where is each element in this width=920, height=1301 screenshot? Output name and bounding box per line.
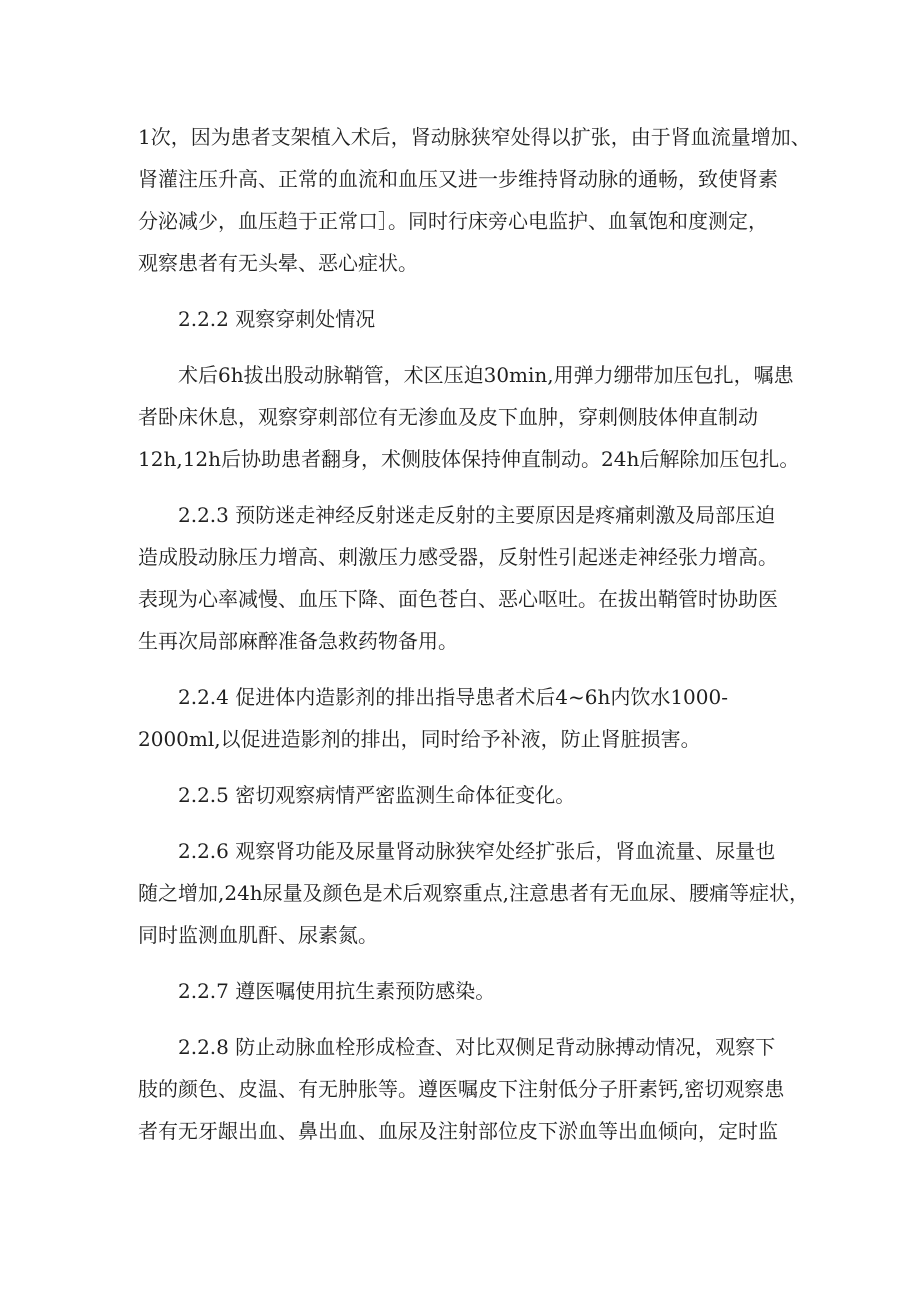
text-line: 2.2.2 观察穿刺处情况 xyxy=(178,307,376,331)
text-line: 者有无牙龈出血、鼻出血、血尿及注射部位皮下淤血等出血倾向，定时监 xyxy=(138,1119,778,1143)
text-line: 12h,12h后协助患者翻身，术侧肢体保持伸直制动。24h后解除加压包扎。 xyxy=(138,447,800,471)
text-line: 肾灌注压升高、正常的血流和血压又进一步维持肾动脉的通畅，致使肾素 xyxy=(138,167,778,191)
text-line: 2.2.5 密切观察病情严密监测生命体征变化。 xyxy=(178,783,576,807)
text-line: 表现为心率减慢、血压下降、面色苍白、恶心呕吐。在拔出鞘管时协助医 xyxy=(138,587,778,611)
text-line: 生再次局部麻醉准备急救药物备用。 xyxy=(138,629,458,653)
text-line: 2.2.8 防止动脉血栓形成检查、对比双侧足背动脉搏动情况，观察下 xyxy=(178,1035,776,1059)
text-line: 分泌减少，血压趋于正常口］。同时行床旁心电监护、血氧饱和度测定， xyxy=(138,209,768,233)
text-line: 2.2.4 促进体内造影剂的排出指导患者术后4~6h内饮水1000- xyxy=(178,685,728,709)
text-line: 观察患者有无头晕、恶心症状。 xyxy=(138,251,418,275)
text-line: 2.2.3 预防迷走神经反射迷走反射的主要原因是疼痛刺激及局部压迫 xyxy=(178,503,776,527)
text-line: 肢的颜色、皮温、有无肿胀等。遵医嘱皮下注射低分子肝素钙,密切观察患 xyxy=(138,1077,785,1101)
text-line: 2.2.6 观察肾功能及尿量肾动脉狭窄处经扩张后，肾血流量、尿量也 xyxy=(178,839,776,863)
text-line: 1次，因为患者支架植入术后，肾动脉狭窄处得以扩张，由于肾血流量增加、 xyxy=(138,125,811,149)
document-body xyxy=(138,116,811,1152)
text-line: 2.2.7 遵医嘱使用抗生素预防感染。 xyxy=(178,979,496,1003)
text-line: 者卧床休息，观察穿刺部位有无渗血及皮下血肿，穿刺侧肢体伸直制动 xyxy=(138,405,758,429)
text-line: 2000ml,以促进造影剂的排出，同时给予补液，防止肾脏损害。 xyxy=(138,727,701,751)
text-line: 造成股动脉压力增高、刺激压力感受器，反射性引起迷走神经张力增高。 xyxy=(138,545,778,569)
text-line: 术后6h拔出股动脉鞘管，术区压迫30min,用弹力绷带加压包扎，嘱患 xyxy=(178,363,794,387)
text-line: 随之增加,24h尿量及颜色是术后观察重点,注意患者有无血尿、腰痛等症状， xyxy=(138,881,810,905)
text-line: 同时监测血肌酐、尿素氮。 xyxy=(138,923,378,947)
